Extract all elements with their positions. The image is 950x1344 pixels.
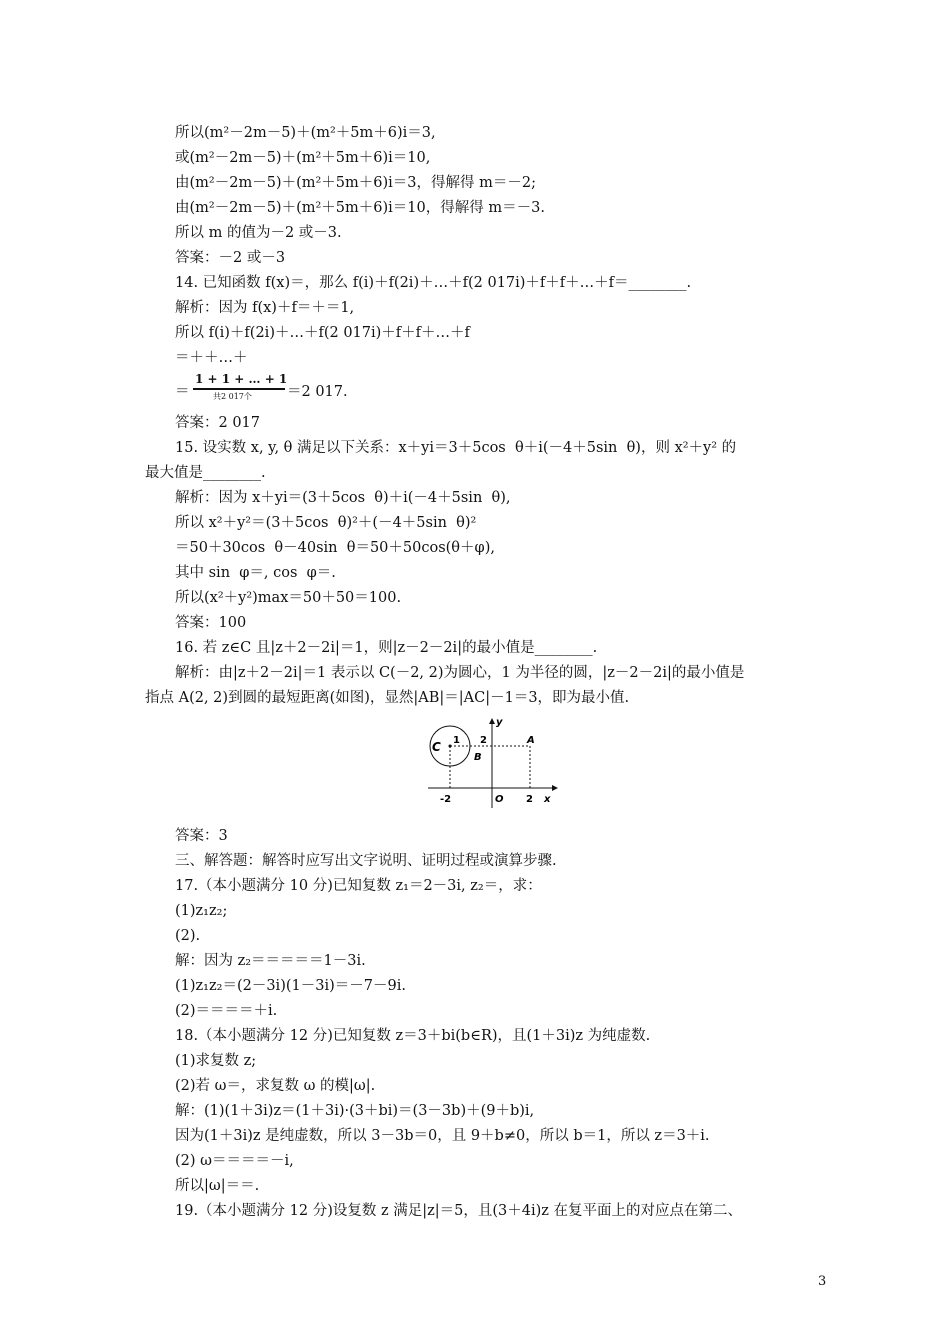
page-number: 3 bbox=[818, 1274, 827, 1289]
text-line: 最大值是________. bbox=[145, 465, 266, 481]
label-B: B bbox=[474, 752, 482, 763]
x-axis-arrow bbox=[552, 785, 558, 791]
text-line: 解：(1)(1＋3i)z＝(1＋3i)·(3＋bi)＝(3－3b)＋(9＋b)i, bbox=[175, 1103, 535, 1119]
text-line: 所以 m 的值为－2 或－3. bbox=[175, 225, 342, 241]
label-C: C bbox=[432, 740, 441, 754]
text-line: 答案：3 bbox=[175, 828, 228, 844]
text-line: (1)z₁z₂＝(2－3i)(1－3i)＝－7－9i. bbox=[175, 978, 406, 994]
stacked-sub: 共2 017个 bbox=[213, 392, 252, 401]
stacked-equals: ＝ bbox=[175, 384, 190, 400]
label-y: y bbox=[496, 717, 503, 728]
text-line: 15. 设实数 x, y, θ 满足以下关系：x＋yi＝3＋5cos θ＋i(－4＋5sin θ)，则 x²＋y² 的 bbox=[175, 440, 737, 456]
text-line: 18.（本小题满分 12 分)已知复数 z＝3＋bi(b∈R)，且(1＋3i)z 为纯虚数. bbox=[175, 1028, 651, 1044]
label-x-2: 2 bbox=[526, 794, 533, 805]
text-line: 其中 sin φ＝, cos φ＝. bbox=[175, 565, 336, 581]
text-line: 19.（本小题满分 12 分)设复数 z 满足|z|＝5，且(3＋4i)z 在复平面上的对应点在第二、 bbox=[175, 1203, 743, 1219]
text-line: 14. 已知函数 f(x)＝，那么 f(i)＋f(2i)＋…＋f(2 017i)＋f＋f＋…＋f＝________. bbox=[175, 275, 692, 291]
text-line: 解析：因为 f(x)＋f＝＋＝1, bbox=[175, 300, 355, 316]
text-line: (1)z₁z₂; bbox=[175, 903, 228, 919]
text-line: (2)若 ω＝，求复数 ω 的模|ω|. bbox=[175, 1078, 376, 1094]
text-line: 所以 x²＋y²＝(3＋5cos θ)²＋(－4＋5sin θ)² bbox=[175, 515, 477, 531]
text-line: (2)＝＝＝＝＋i. bbox=[175, 1003, 278, 1019]
y-axis-arrow bbox=[489, 718, 495, 724]
text-line: 所以(x²＋y²)max＝50＋50＝100. bbox=[175, 590, 402, 606]
text-line: 所以|ω|＝＝. bbox=[175, 1178, 260, 1194]
text-line: 答案：－2 或－3 bbox=[175, 250, 286, 266]
text-line: 答案：100 bbox=[175, 615, 247, 631]
text-line: 解析：因为 x＋yi＝(3＋5cos θ)＋i(－4＋5sin θ), bbox=[175, 490, 511, 506]
text-line: 由(m²－2m－5)＋(m²＋5m＋6)i＝3，得解得 m＝－2; bbox=[175, 175, 536, 191]
text-line: (2). bbox=[175, 928, 201, 944]
text-line: ＝＋＋…＋ bbox=[175, 350, 248, 366]
stacked-result: ＝2 017. bbox=[287, 384, 348, 400]
circle-figure bbox=[420, 712, 560, 812]
text-line: (1)求复数 z; bbox=[175, 1053, 257, 1069]
label-A: A bbox=[527, 735, 535, 746]
text-line: 16. 若 z∈C 且|z＋2－2i|＝1，则|z－2－2i|的最小值是________. bbox=[175, 640, 598, 656]
label-y-2: 2 bbox=[480, 735, 487, 746]
underbrace bbox=[193, 388, 285, 390]
label-x: x bbox=[544, 794, 551, 805]
text-line: 或(m²－2m－5)＋(m²＋5m＋6)i＝10, bbox=[175, 150, 431, 166]
label-O: O bbox=[495, 794, 504, 805]
stacked-top: 1 + 1 + … + 1 bbox=[195, 372, 288, 386]
text-line: ＝50＋30cos θ－40sin θ＝50＋50cos(θ＋φ), bbox=[175, 540, 495, 556]
text-line: 三、解答题：解答时应写出文字说明、证明过程或演算步骤. bbox=[175, 853, 557, 869]
stacked-sum bbox=[175, 370, 375, 410]
text-line: 答案：2 017 bbox=[175, 415, 261, 431]
text-line: 所以(m²－2m－5)＋(m²＋5m＋6)i＝3, bbox=[175, 125, 436, 141]
text-line: 所以 f(i)＋f(2i)＋…＋f(2 017i)＋f＋f＋…＋f bbox=[175, 325, 470, 341]
text-line: 指点 A(2, 2)到圆的最短距离(如图)，显然|AB|＝|AC|－1＝3，即为最小值. bbox=[145, 690, 630, 706]
text-line: 17.（本小题满分 10 分)已知复数 z₁＝2－3i, z₂＝，求： bbox=[175, 878, 542, 894]
text-line: 解析：由|z＋2－2i|＝1 表示以 C(－2, 2)为圆心，1 为半径的圆，|z－2－2i|的最小值是 bbox=[175, 665, 745, 681]
text-line: 因为(1＋3i)z 是纯虚数，所以 3－3b＝0，且 9＋b≠0，所以 b＝1，所以 z＝3＋i. bbox=[175, 1128, 710, 1144]
text-line: 解：因为 z₂＝＝＝＝＝1－3i. bbox=[175, 953, 366, 969]
label-neg2: -2 bbox=[440, 794, 452, 805]
label-radius: 1 bbox=[453, 735, 460, 746]
text-line: 由(m²－2m－5)＋(m²＋5m＋6)i＝10，得解得 m＝－3. bbox=[175, 200, 545, 216]
text-line: (2) ω＝＝＝＝－i, bbox=[175, 1153, 294, 1169]
